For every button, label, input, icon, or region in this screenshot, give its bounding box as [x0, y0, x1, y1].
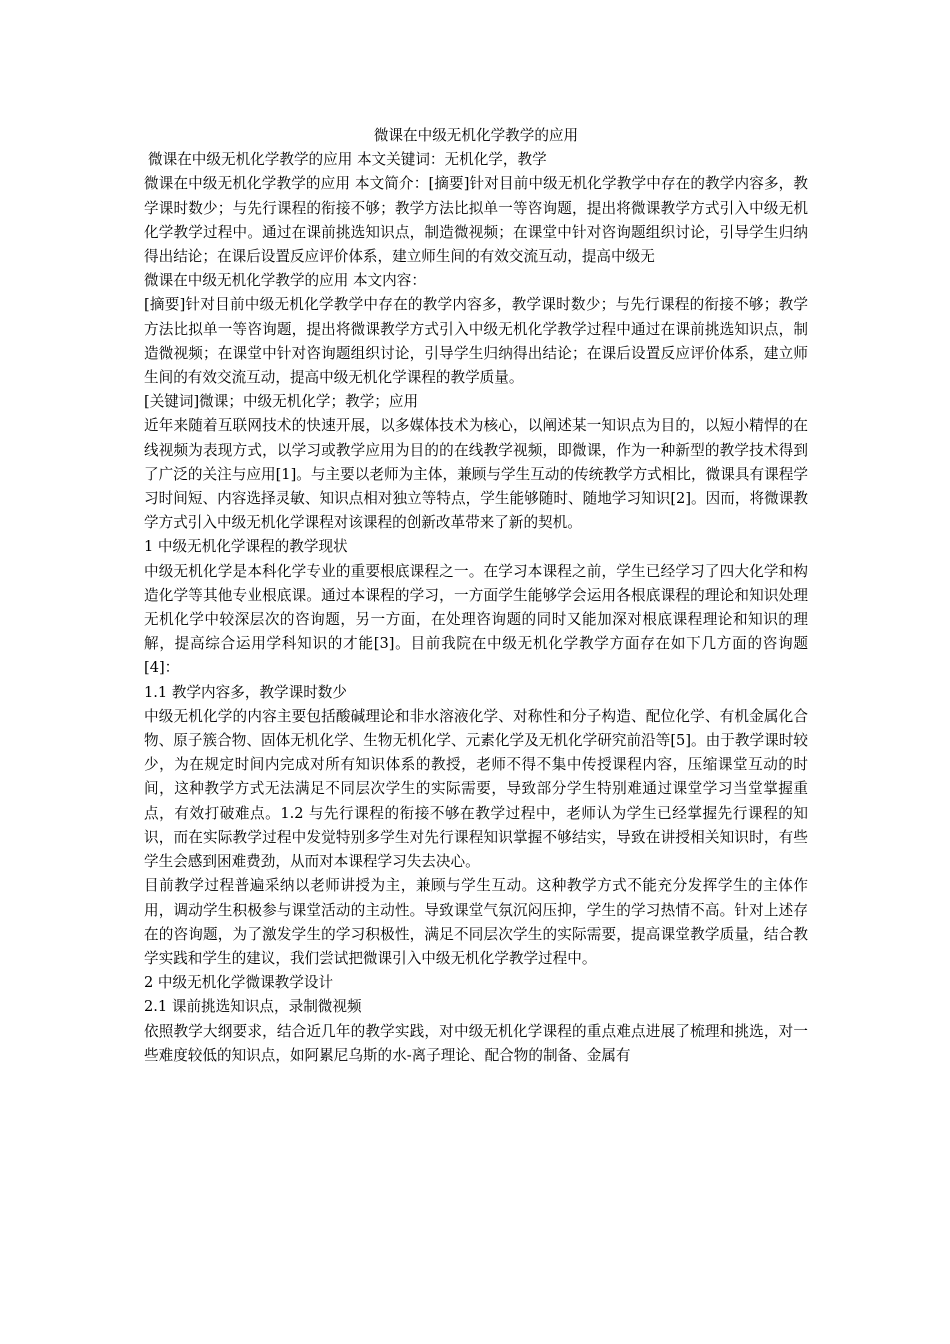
- section-2-1-heading: 2.1 课前挑选知识点，录制微视频: [144, 998, 362, 1016]
- keywords-line: 微课在中级无机化学教学的应用 本文关键词：无机化学，教学: [148, 151, 547, 169]
- summary-paragraph: 微课在中级无机化学教学的应用 本文简介：[摘要]针对目前中级无机化学教学中存在的教学内容多，教学课时数少；与先行课程的衔接不够；教学方法比拟单一等咨询题，提出将微课教学方式引入中级无机化学教学过程中。通过在课前挑选知识点，制造微视频；在课堂中针对咨询题组织讨论，引导学生归纳得出结论；在课后设置反应评价体系，建立师生间的有效交流互动，提高中级无: [144, 175, 808, 266]
- section-1-1-heading: 1.1 教学内容多，教学课时数少: [144, 683, 347, 701]
- section-1-1-paragraph: 中级无机化学的内容主要包括酸碱理论和非水溶液化学、对称性和分子构造、配位化学、有机金属化合物、原子簇合物、固体无机化学、生物无机化学、元素化学及无机化学研究前沿等[5]。由于教学课时较少，为在规定时间内完成对所有知识体系的教授，老师不得不集中传授课程内容，压缩课堂互动的时间，这种教学方式无法满足不同层次学生的实际需要，导致部分学生特别难通过课堂学习当堂掌握重点，有效打破难点。1.2 与先行课程的衔接不够在教学过程中，老师认为学生已经掌握先行课程的知识，而在实际教学过程中发觉特别多学生对先行课程知识掌握不够结实，导致在讲授相关知识时，有些学生会感到困难费劲，从而对本课程学习失去决心。: [144, 707, 808, 871]
- intro-paragraph: 近年来随着互联网技术的快速开展，以多媒体技术为核心，以阐述某一知识点为目的，以短小精悍的在线视频为表现方式，以学习或教学应用为目的的在线教学视频，即微课，作为一种新型的教学技术得到了广泛的关注与应用[1]。与主要以老师为主体，兼顾与学生互动的传统教学方式相比，微课具有课程学习时间短、内容选择灵敏、知识点相对独立等特点，学生能够随时、随地学习知识[2]。因而，将微课教学方式引入中级无机化学课程对该课程的创新改革带来了新的契机。: [144, 417, 808, 532]
- section-1-heading: 1 中级无机化学课程的教学现状: [144, 538, 348, 556]
- content-label: 微课在中级无机化学教学的应用 本文内容：: [144, 272, 426, 290]
- section-1-paragraph: 中级无机化学是本科化学专业的重要根底课程之一。在学习本课程之前，学生已经学习了四大化学和构造化学等其他专业根底课。通过本课程的学习，一方面学生能够学会运用各根底课程的理论和知识处理无机化学中较深层次的咨询题，另一方面，在处理咨询题的同时又能加深对根底课程理论和知识的理解，提高综合运用学科知识的才能[3]。目前我院在中级无机化学教学方面存在如下几方面的咨询题[4]：: [144, 562, 808, 677]
- section-2-heading: 2 中级无机化学微课教学设计: [144, 974, 334, 992]
- keywords-paragraph: [关键词]微课；中级无机化学；教学；应用: [144, 393, 419, 411]
- document-title: 微课在中级无机化学教学的应用: [373, 127, 579, 144]
- section-2-1-paragraph: 依照教学大纲要求，结合近几年的教学实践，对中级无机化学课程的重点难点进展了梳理和挑选，对一些难度较低的知识点，如阿累尼乌斯的水-离子理论、配合物的制备、金属有: [144, 1022, 808, 1064]
- section-1-3-paragraph: 目前教学过程普遍采纳以老师讲授为主，兼顾与学生互动。这种教学方式不能充分发挥学生的主体作用，调动学生积极参与课堂活动的主动性。导致课堂气氛沉闷压抑，学生的学习热情不高。针对上述存在的咨询题，为了激发学生的学习积极性，满足不同层次学生的实际需要，提高课堂教学质量，结合教学实践和学生的建议，我们尝试把微课引入中级无机化学教学过程中。: [144, 877, 808, 967]
- document-body: [144, 124, 808, 1068]
- abstract-paragraph: [摘要]针对目前中级无机化学教学中存在的教学内容多，教学课时数少；与先行课程的衔接不够；教学方法比拟单一等咨询题，提出将微课教学方式引入中级无机化学教学过程中通过在课前挑选知识点，制造微视频；在课堂中针对咨询题组织讨论，引导学生归纳得出结论；在课后设置反应评价体系，建立师生间的有效交流互动，提高中级无机化学课程的教学质量。: [144, 296, 808, 387]
